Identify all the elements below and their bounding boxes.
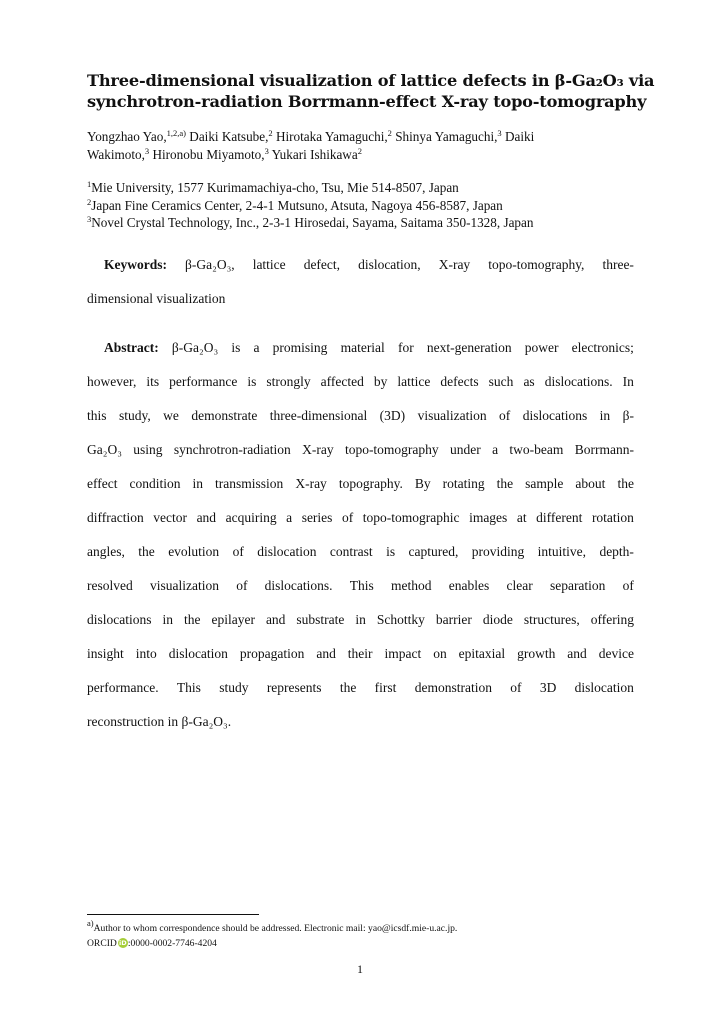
author-name: Hironobu Miyamoto, [149,146,265,162]
abstract-word: dislocations [87,612,152,627]
author-affiliation-sup: 3 [264,145,269,156]
abstract-label: Abstract: [104,340,159,355]
footnote-correspondence [87,918,647,937]
abstract-word: series [301,510,333,525]
abstract-word: promising [272,340,328,355]
footnote-text: Author to whom correspondence should be addressed. Electronic mail: yao@icsdf.mie-u.ac.jp. [93,923,458,934]
abstract-word: barrier [435,612,472,627]
affiliation-number: 2 [87,196,92,207]
abstract-line [87,475,634,509]
abstract-word: electronics; [571,340,634,355]
keywords-line-1 [87,256,634,290]
abstract-word: contrast [329,544,373,559]
abstract-word: and [196,510,217,525]
abstract-word: for [397,340,414,355]
abstract-word: lattice [397,374,431,389]
keyword-word: lattice [252,257,286,272]
abstract-word: demonstrate [191,408,258,423]
affiliation-number: 3 [87,214,92,224]
abstract-word: a [253,340,260,355]
footnote-orcid [87,937,647,952]
abstract-word: is [386,544,396,559]
abstract-word: sample [525,476,564,491]
abstract-word: using [133,442,163,457]
author-name: Daiki [501,129,535,144]
paper-title [87,70,655,112]
title-line-2: synchrotron-radiation Borrmann-effect X-ray topo-tomography [87,92,647,111]
abstract-word: its [146,374,160,389]
abstract-word: under [450,442,481,457]
affiliation-list [87,179,647,232]
abstract-word: in [355,612,366,627]
abstract-line [87,509,634,543]
abstract-word: performance [169,374,238,389]
abstract-word: growth [517,646,556,661]
keywords-text: dimensional visualization [87,291,226,306]
abstract-word: of [499,408,511,423]
abstract-line [87,543,634,577]
abstract-word: visualization [149,578,219,593]
abstract-word: (3D) [379,408,406,423]
abstract-word: this [87,408,107,423]
abstract-word: on [433,646,447,661]
abstract-word: topography. [338,476,403,491]
abstract-line [87,611,634,645]
abstract-word: substrate [296,612,345,627]
abstract-word: In [622,374,634,389]
abstract-word: is [247,374,257,389]
abstract-word: dislocation [257,544,317,559]
abstract-word: and [567,646,587,661]
author-line-1 [87,128,647,146]
abstract-word: X-ray [295,476,327,491]
abstract-word: dislocation [168,646,228,661]
abstract-word: study [219,680,249,695]
abstract-word: β-Ga₂O₃ [171,340,219,355]
abstract-word: in [162,612,173,627]
keywords-line-2 [87,290,634,324]
abstract-line [87,577,634,611]
keyword-word: topo-tomography, [488,257,585,272]
keyword-word: three- [602,257,634,272]
abstract-word: of [341,510,354,525]
abstract-word: two-beam [509,442,564,457]
abstract-word: different [536,510,583,525]
abstract-word: propagation [239,646,305,661]
abstract-word: the [617,476,634,491]
abstract-word: of [232,544,244,559]
abstract-word: first [374,680,397,695]
affiliation-text: Japan Fine Ceramics Center, 2-4-1 Mutsuno, Atsuta, Nagoya 456-8587, Japan [91,197,503,213]
abstract-word: resolved [87,578,133,593]
orcid-icon[interactable]: iD [119,938,127,947]
abstract-word: depth- [599,544,634,559]
title-line-1: Three-dimensional visualization of lattice defects in β-Ga₂O₃ via [87,71,655,90]
abstract-word: enables [448,578,490,593]
abstract-word: captured, [408,544,459,559]
abstract-line [87,441,634,475]
abstract-paragraph [87,339,634,747]
author-name: Yukari Ishikawa [268,146,358,162]
author-name: Hirotaka Yamaguchi, [272,129,388,144]
abstract-word: acquiring [225,510,277,525]
footnote [87,918,647,951]
footnote-marker: a) [87,918,94,928]
keyword-word: dislocation, [358,257,421,272]
abstract-word: the [339,680,357,695]
author-list [87,128,647,163]
abstract-word: dislocations [522,408,588,423]
abstract-word: Borrmann- [574,442,634,457]
author-affiliation-sup: 3 [144,145,150,156]
abstract-word: as [523,374,535,389]
abstract-word: power [524,340,559,355]
author-affiliation-sup: 1,2,a) [166,128,186,138]
abstract-word: method [391,578,432,593]
affiliation-item [87,214,647,232]
abstract-word: and [316,646,336,661]
abstract-word: effect [87,476,118,491]
abstract-word: dislocation [574,680,634,695]
author-affiliation-sup: 2 [387,128,392,138]
affiliation-number: 1 [87,179,92,189]
abstract-word: at [516,510,527,525]
author-name: Wakimoto, [87,146,145,162]
abstract-word: clear [506,578,533,593]
abstract-word: we [163,408,179,423]
keyword-word: defect, [303,257,341,272]
abstract-line [87,679,634,713]
abstract-word: three-dimensional [269,408,368,423]
abstract-word: Schottky [376,612,425,627]
author-affiliation-sup: 2 [357,145,362,156]
abstract-word: X-ray [302,442,334,457]
abstract-word: is [231,340,241,355]
abstract-word: rotation [591,510,634,525]
abstract-word: topo-tomographic [362,510,460,525]
abstract-word: 3D [539,680,557,695]
abstract-word: performance. [87,680,159,695]
abstract-word: providing [471,544,525,559]
abstract-word: and [265,612,286,627]
keywords-label: Keywords: [104,257,167,272]
abstract-word: vector [153,510,188,525]
abstract-word: intuitive, [537,544,587,559]
abstract-word: condition [129,476,181,491]
abstract-word: Ga₂O₃ [87,442,122,457]
abstract-word: images [469,510,508,525]
abstract-word: This [349,578,374,593]
affiliation-item [87,197,647,215]
affiliation-text: Novel Crystal Technology, Inc., 2-3-1 Hirosedai, Sayama, Saitama 350-1328, Japan [91,215,534,230]
abstract-word: represents [266,680,322,695]
abstract-word: By [414,476,431,491]
abstract-word: a [492,442,499,457]
keyword-word: X-ray [438,257,471,272]
abstract-word: the [183,612,201,627]
abstract-word: This [176,680,201,695]
abstract-word: of [236,578,248,593]
abstract-word: epilayer [211,612,255,627]
abstract-last-text: reconstruction in β-Ga₂O₃. [87,714,232,729]
abstract-word: transmission [215,476,284,491]
abstract-word: about [575,476,606,491]
abstract-word: topo-tomography [344,442,439,457]
keywords-paragraph [87,256,634,324]
author-affiliation-sup: 3 [497,128,502,138]
abstract-word: synchrotron-radiation [173,442,291,457]
abstract-word: β- [622,408,634,423]
abstract-line [87,645,634,679]
abstract-word: the [496,476,514,491]
abstract-word: study, [118,408,151,423]
keyword-word: β-Ga₂O₃, [185,257,235,272]
abstract-line-last [87,713,634,747]
abstract-word: diffraction [87,510,144,525]
abstract-line [87,373,634,407]
abstract-word: next-generation [426,340,512,355]
affiliation-item [87,179,647,197]
orcid-value: :0000-0002-7746-4204 [127,937,217,949]
abstract-word: insight [87,646,124,661]
page-number: 1 [357,962,363,976]
abstract-word: separation [549,578,606,593]
footnote-divider [87,914,259,915]
abstract-word: dislocations. [264,578,333,593]
author-name: Daiki Katsube, [186,129,269,144]
abstract-word: a [286,510,293,525]
abstract-word: impact [384,646,422,661]
abstract-word: of [622,578,634,593]
author-line-2 [87,146,647,164]
orcid-label: ORCID [87,937,117,949]
affiliation-text: Mie University, 1577 Kurimamachiya-cho, Tsu, Mie 514-8507, Japan [91,180,459,195]
abstract-line [87,407,634,441]
abstract-word: dislocations. [544,374,613,389]
abstract-word: affected [320,374,364,389]
author-name: Yongzhao Yao, [87,129,167,144]
abstract-word: in [192,476,204,491]
abstract-word: demonstration [414,680,492,695]
abstract-word: into [135,646,157,661]
abstract-word: evolution [168,544,220,559]
author-affiliation-sup: 2 [268,128,273,138]
abstract-word: diode [482,612,513,627]
abstract-word: however, [87,374,137,389]
abstract-word: such [488,374,514,389]
author-name: Shinya Yamaguchi, [391,129,498,144]
abstract-word: rotating [442,476,485,491]
abstract-word: visualization [417,408,487,423]
abstract-word: the [138,544,155,559]
abstract-word: strongly [266,374,311,389]
abstract-word: angles, [87,544,125,559]
abstract-word: offering [590,612,634,627]
abstract-word: epitaxial [458,646,506,661]
abstract-word: structures, [523,612,580,627]
abstract-word: of [510,680,522,695]
abstract-word: by [373,374,388,389]
abstract-word: their [347,646,373,661]
abstract-word: in [599,408,611,423]
abstract-word: defects [440,374,479,389]
abstract-word: material [340,340,385,355]
abstract-line [87,339,634,373]
abstract-word: device [598,646,634,661]
